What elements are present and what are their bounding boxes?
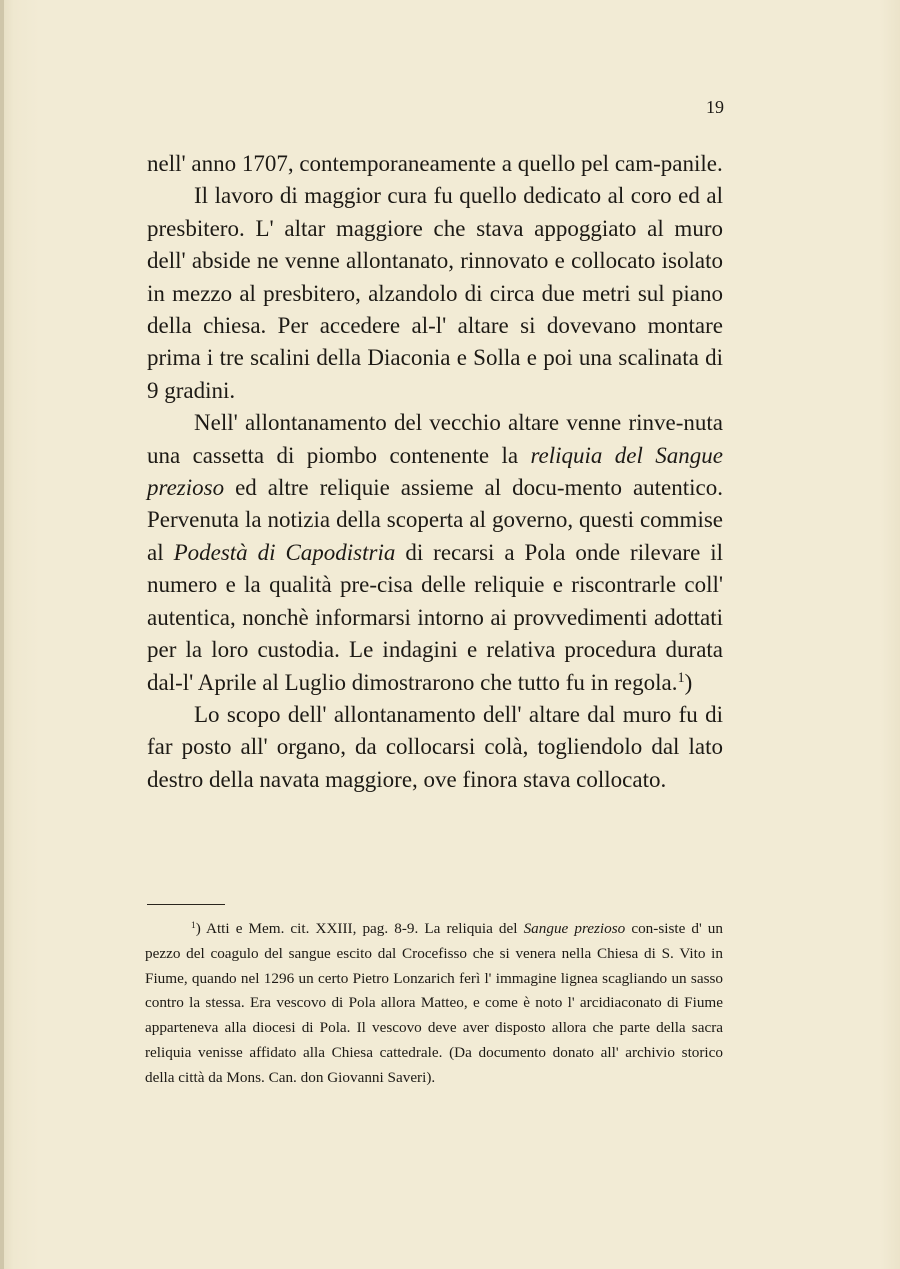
page-binding-edge [0,0,4,1269]
text-segment: Nell' allontanamento del vecchio altare venne rinve-nuta una cassetta di piombo contenente la [147,410,723,468]
italic-phrase: Sangue prezioso [523,920,626,937]
text-segment: ) [684,669,693,695]
text-segment: ed altre reliquie assieme al docu-mento autentico. Pervenuta la notizia della scoperta al governo, questi commise al [147,475,723,565]
footnote [145,917,723,1091]
text-segment: con-siste d' un pezzo del coagulo del sangue escito dal Crocefisso che si venera nella Chiesa di S. Vito in Fiume, quando nel 1296 un certo Pietro Lonzarich ferì l' immagine lignea scagliando un sasso contro la stessa. Era vescovo di Pola allora Matteo, e come è noto l' arcidiaconato di Fiume apparteneva alla diocesi di Pola. Il vescovo deve aver disposto allora che parte della sacra reliquia venisse affidato alla Chiesa cattedrale. (Da documento donato all' archivio storico della città da Mons. Can. don Giovanni Saveri). [145,920,723,1086]
italic-phrase: reliquia del Sangue prezioso [147,442,723,501]
paragraph-1 [147,148,723,180]
text-segment: ) Atti e Mem. cit. XXIII, pag. 8-9. La reliquia del [195,920,524,937]
footnote-marker: 1 [677,669,685,686]
text-segment: di recarsi a Pola onde rilevare il numero e la qualità pre-cisa delle reliquie e riscontrarle coll' autentica, nonchè informarsi intorno ai provvedimenti adottati per la loro custodia. Le indagini e relativa procedura durata dal-l' Aprile al Luglio dimostrarono che tutto fu in regola. [147,539,724,695]
paragraph-4 [147,699,723,796]
footnote-number: 1 [191,920,196,931]
main-text [147,148,723,796]
text-segment: Lo scopo dell' allontanamento dell' altare dal muro fu di far posto all' organo, da collocarsi colà, togliendolo dal lato destro della navata maggiore, ove finora stava collocato. [147,701,723,792]
paragraph-2 [147,180,723,407]
text-segment: nell' anno 1707, contemporaneamente a quello pel cam-panile. [147,151,723,176]
paragraph-3 [147,407,723,699]
text-segment: Il lavoro di maggior cura fu quello dedicato al coro ed al presbitero. L' altar maggiore che stava appoggiato al muro dell' abside ne venne allontanato, rinnovato e collocato isolato in mezzo al presbitero, alzandolo di circa due metri sul piano della chiesa. Per accedere al-l' altare si dovevano montare prima i tre scalini della Diaconia e Solla e poi una scalinata di 9 gradini. [147,183,723,403]
footnote-divider [147,904,225,905]
footnote-paragraph [145,917,723,1091]
italic-phrase: Podestà di Capodistria [173,539,396,565]
page-number: 19 [706,97,724,117]
